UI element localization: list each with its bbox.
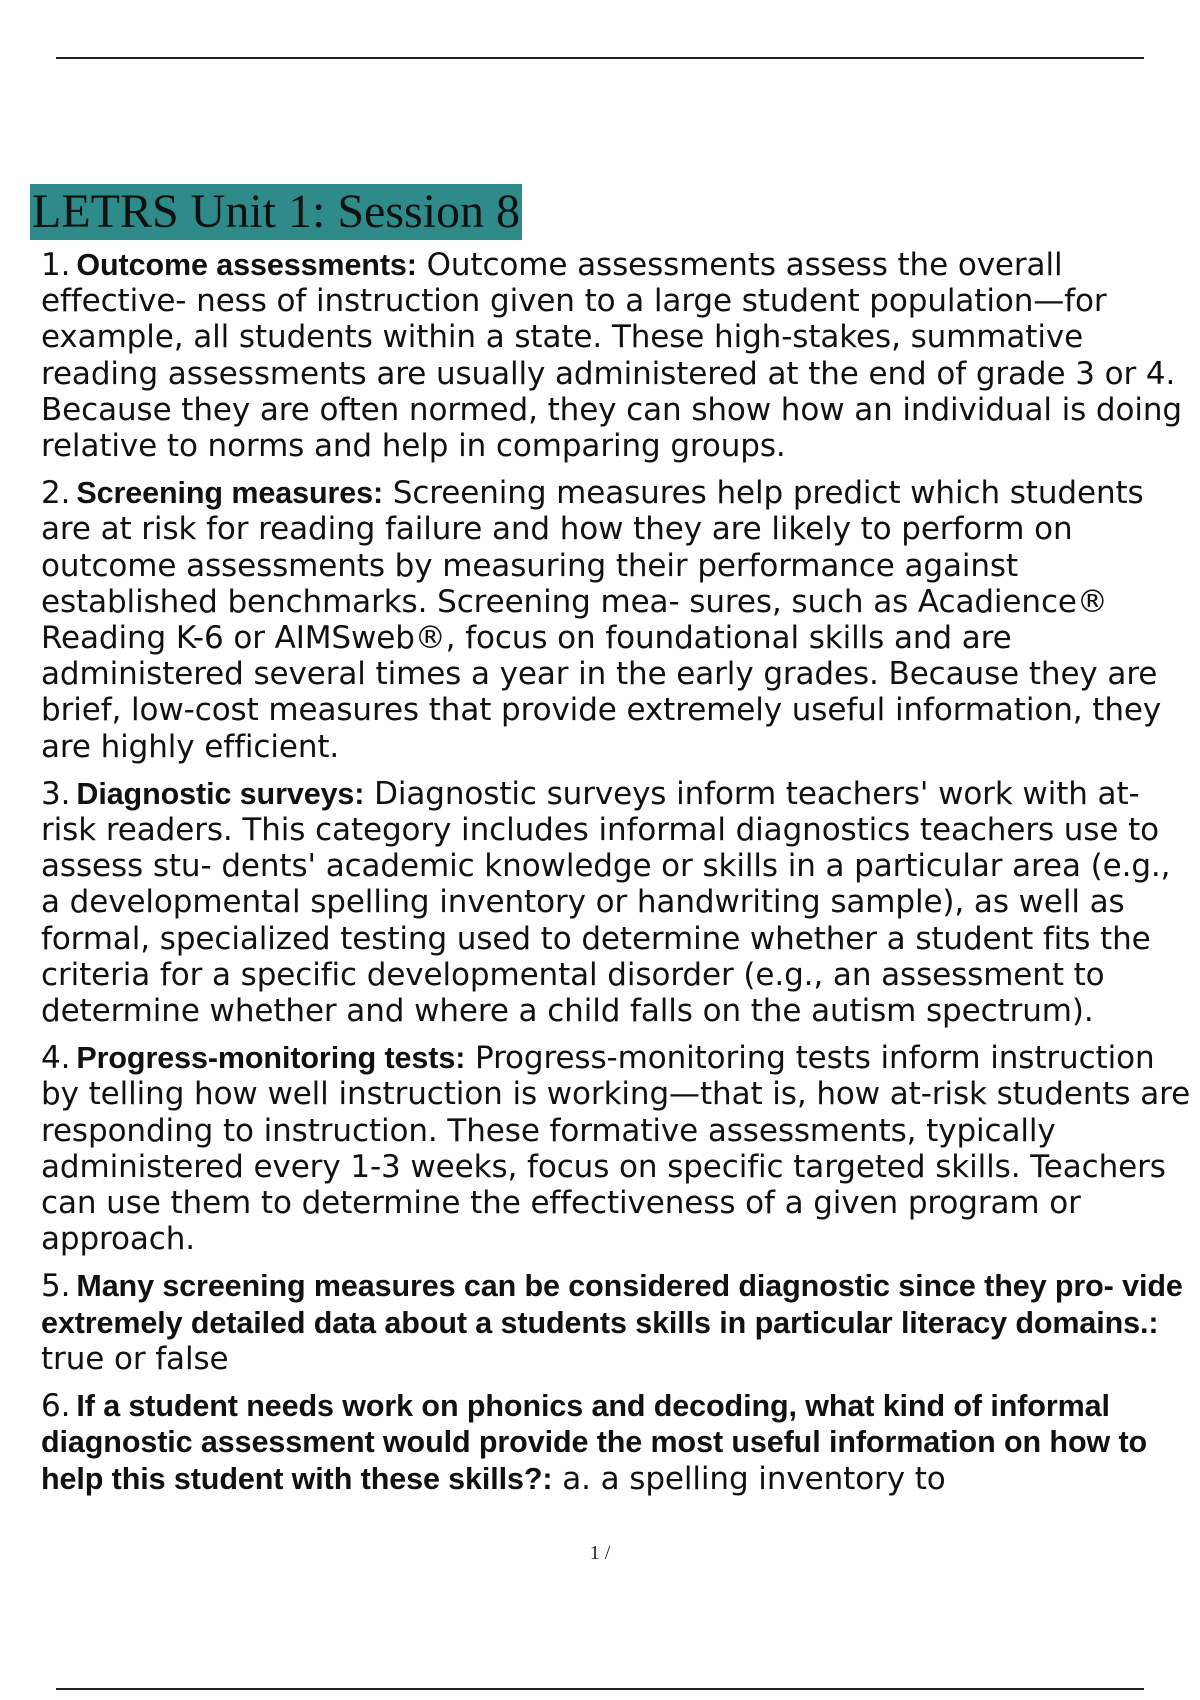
top-rule	[56, 57, 1144, 59]
item-number: 3.	[41, 775, 71, 812]
list-item	[41, 1268, 1191, 1377]
list-item	[41, 475, 1191, 765]
item-number: 1.	[41, 247, 71, 283]
list-item	[41, 247, 1191, 464]
item-definition: Screening measures help predict which students are at risk for reading failure and how they are likely to perform on outcome assessments by measuring their performance against established benchmarks. Screening mea- sures, such as Acadience® Reading K-6 or AIMSweb®, focus on foundational skills and are administered several times a year in the early grades. Because they are brief, low-cost measures that provide extremely useful information, they are highly efficient.	[41, 475, 1162, 765]
item-number: 4.	[41, 1040, 71, 1077]
item-term: Progress-monitoring tests:	[76, 1041, 466, 1076]
item-term: Diagnostic surveys:	[76, 776, 365, 811]
page-title: LETRS Unit 1: Session 8	[32, 185, 521, 238]
list-item	[41, 776, 1191, 1029]
bottom-rule	[56, 1688, 1144, 1690]
item-term: Screening measures:	[76, 476, 384, 511]
item-number: 5.	[41, 1268, 71, 1305]
item-definition: a. a spelling inventory to	[552, 1460, 946, 1497]
item-number: 2.	[41, 475, 71, 512]
item-definition: Diagnostic surveys inform teachers' work with at-risk readers. This category includes informal diagnostics teachers use to assess stu- dents' academic knowledge or skills in a particular area (e.g., a developmental spelling inventory or handwriting sample), as well as formal, specialized testing used to determine whether a student fits the criteria for a specific developmental disorder (e.g., an assessment to determine whether and where a child falls on the autism spectrum).	[41, 775, 1171, 1030]
list-item	[41, 1388, 1191, 1497]
item-number: 6.	[41, 1388, 71, 1425]
flashcard-list	[41, 247, 1191, 1508]
item-definition: Progress-monitoring tests inform instruction by telling how well instruction is working—that is, how at-risk students are responding to instruction. These formative assessments, typically administered every 1-3 weeks, focus on specific targeted skills. Teachers can use them to determine the effectiveness of a given program or approach.	[41, 1040, 1191, 1258]
item-term: Outcome assessments:	[76, 248, 417, 282]
list-item	[41, 1040, 1191, 1257]
title-block	[30, 184, 522, 240]
item-term: Many screening measures can be considered diagnostic since they pro- vide extremely detailed data about a students skills in particular literacy domains.:	[41, 1269, 1183, 1340]
item-definition: Outcome assessments assess the overall effective- ness of instruction given to a large student population—for example, all students within a state. These high-stakes, summative reading assessments are usually administered at the end of grade 3 or 4. Because they are often normed, they can show how an individual is doing relative to norms and help in comparing groups.	[41, 247, 1183, 465]
item-term: If a student needs work on phonics and decoding, what kind of informal diagnostic assessment would provide the most useful information on how to help this student with these skills?:	[41, 1389, 1148, 1496]
page-number: 1 /	[589, 1542, 611, 1564]
item-definition: true or false	[41, 1340, 229, 1377]
